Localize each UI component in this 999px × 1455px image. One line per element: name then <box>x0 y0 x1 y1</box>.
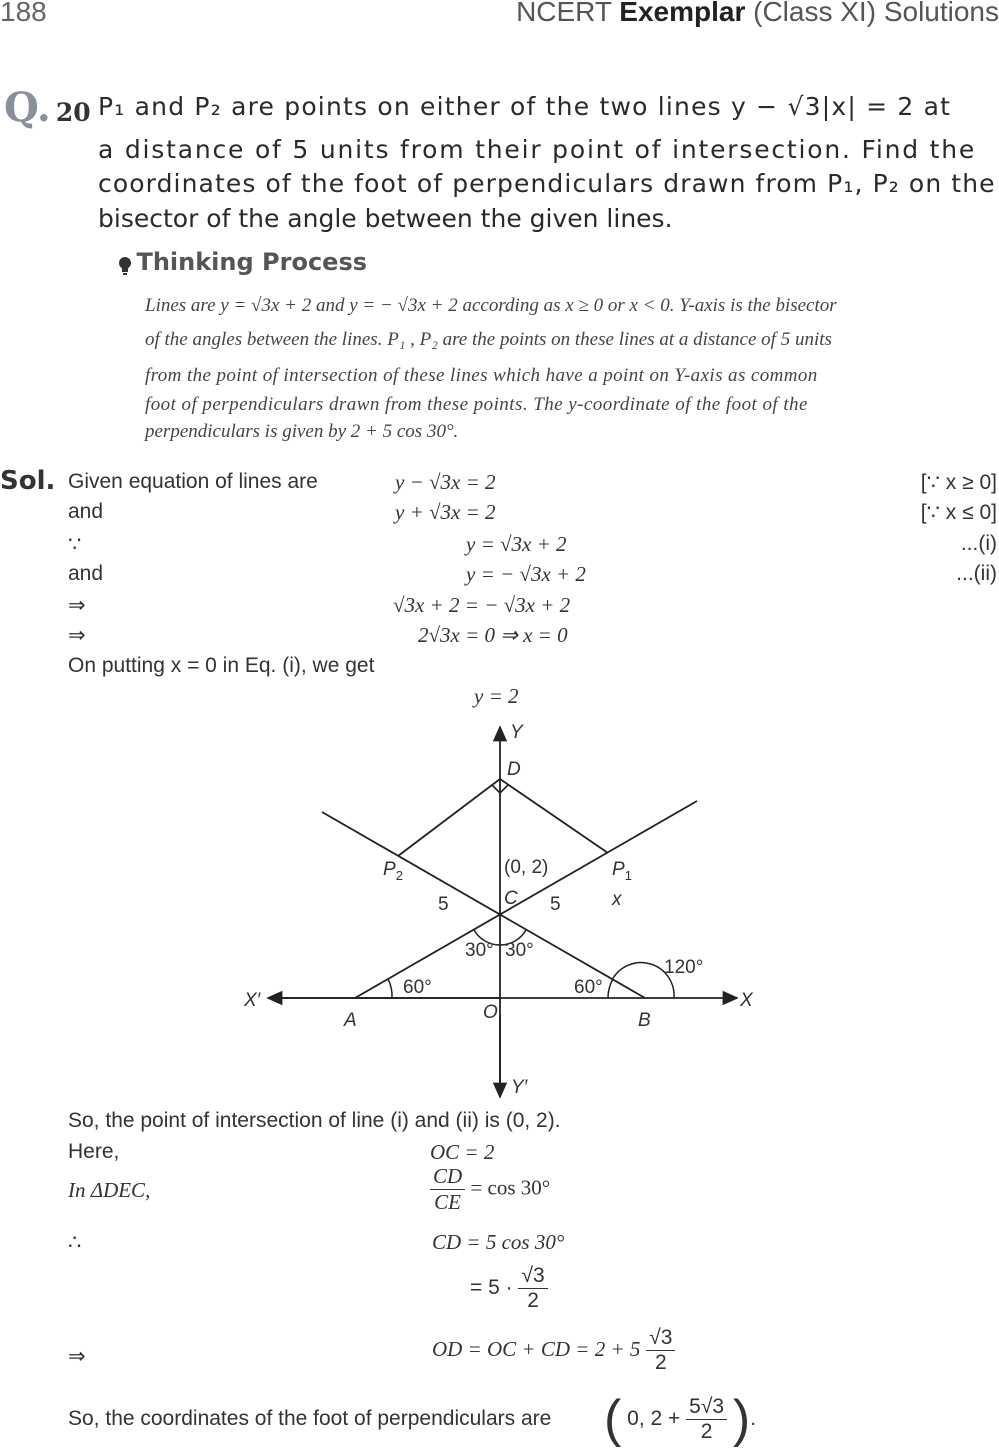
book-title <box>516 0 999 28</box>
geometry-figure <box>0 715 999 1115</box>
sol-row-6-mid: 2√3x = 0 ⇒ x = 0 <box>418 623 568 647</box>
in-label: In ΔDEC, <box>68 1178 151 1202</box>
sol-row-5-left: ⇒ <box>68 594 86 617</box>
fig-x-label: X <box>740 990 753 1011</box>
two-den: 2 <box>527 1289 539 1312</box>
here-label: Here, <box>68 1140 120 1163</box>
cd-value-expression <box>470 1264 548 1313</box>
fig-angle-30-right: 30° <box>505 940 534 961</box>
fig-angle-120: 120° <box>664 957 704 978</box>
therefore-symbol: ∴ <box>68 1231 82 1254</box>
question-line-1: P₁ and P₂ are points on either of the two lines y − √3|x| = 2 at <box>98 92 952 121</box>
fig-x-italic: x <box>612 889 622 910</box>
fig-o-label: O <box>483 1002 498 1023</box>
od-two: 2 <box>654 1351 667 1374</box>
left-paren: ( <box>604 1390 622 1448</box>
book-bold: Exemplar <box>619 0 746 27</box>
cos-eq: = cos 30° <box>470 1175 551 1200</box>
fig-y-label: Y <box>510 722 523 743</box>
eq5-label: = 5 · <box>470 1276 513 1300</box>
q-number: 20 <box>55 98 91 127</box>
thinking-line-3: from the point of intersection of these lines which have a point on Y-axis as common <box>145 365 818 386</box>
sol-row-4-left: and <box>68 562 104 585</box>
od-sqrt3: √3 <box>646 1326 675 1351</box>
question-label <box>4 84 91 131</box>
fig-a-label: A <box>344 1010 357 1031</box>
thinking-line-4: foot of perpendiculars drawn from these points. The y-coordinate of the foot of the <box>145 394 808 415</box>
arc-angle-b-60 <box>608 979 613 998</box>
final-line: So, the coordinates of the foot of perpendiculars are <box>68 1407 552 1430</box>
final-den: 2 <box>700 1419 713 1443</box>
q-letter: Q. <box>4 84 51 131</box>
fig-d-label: D <box>507 759 521 780</box>
fig-p2-label: $P_2$ <box>383 859 403 883</box>
sol-row-1-mid: y − √3x = 2 <box>395 470 496 494</box>
sol-row-4-right: ...(ii) <box>956 562 997 585</box>
y-equals-2: y = 2 <box>474 684 519 708</box>
book-prefix: NCERT <box>516 0 620 27</box>
sol-row-1-right: [∵ x ≥ 0] <box>920 471 997 494</box>
fig-b-label: B <box>638 1010 651 1031</box>
fig-angle-60-left: 60° <box>403 977 432 998</box>
final-dot: . <box>750 1407 757 1430</box>
sqrt3-num: √3 <box>518 1264 547 1289</box>
sol-row-3-left: ∵ <box>68 533 82 556</box>
line-i <box>355 801 697 998</box>
fig-angle-30-left: 30° <box>465 940 494 961</box>
ce-den: CE <box>434 1190 462 1214</box>
sol-row-2-mid: y + √3x = 2 <box>395 500 496 524</box>
sol-row-5-mid: √3x + 2 = − √3x + 2 <box>393 593 571 617</box>
implies-symbol: ⇒ <box>68 1345 86 1368</box>
question-line-3: coordinates of the foot of perpendiculars drawn from P₁, P₂ on the <box>98 169 996 198</box>
thinking-line-1: Lines are y = √3x + 2 and y = − √3x + 2 according as x ≥ 0 or x < 0. Y-axis is the bisector <box>145 295 837 316</box>
sol-row-1-left: Given equation of lines are <box>68 470 318 493</box>
perp-p1-d <box>500 779 608 853</box>
oc-eq: OC = 2 <box>430 1140 495 1164</box>
intersection-line: So, the point of intersection of line (i) and (ii) is (0, 2). <box>68 1109 561 1132</box>
thinking-title-row <box>118 248 367 277</box>
sol-row-2-left: and <box>68 500 104 523</box>
fig-x-prime-label: X′ <box>244 990 261 1011</box>
fig-point-label: (0, 2) <box>504 857 549 878</box>
fig-len-left: 5 <box>438 894 449 915</box>
final-num: 5√3 <box>686 1395 727 1420</box>
ratio-fraction <box>430 1164 465 1215</box>
question-line-2: a distance of 5 units from their point of intersection. Find the <box>98 135 977 164</box>
arc-angle-a <box>388 979 392 998</box>
sqrt3-over-2 <box>518 1264 547 1313</box>
final-fraction <box>686 1395 727 1444</box>
book-suffix: (Class XI) Solutions <box>745 0 999 27</box>
ratio-expression <box>430 1164 550 1215</box>
od-fraction <box>646 1326 675 1375</box>
sol-row-3-right: ...(i) <box>960 532 997 555</box>
line-ii <box>322 812 645 998</box>
right-paren: ) <box>732 1390 751 1448</box>
fig-len-right: 5 <box>550 894 561 915</box>
fig-c-label: C <box>504 888 518 909</box>
cd-eq: CD = 5 cos 30° <box>432 1230 565 1254</box>
bulb-icon <box>118 255 132 277</box>
thinking-line-2: of the angles between the lines. P₁ , P₂ are the points on these lines at a distance of 5 units <box>145 329 832 350</box>
sol-row-6-left: ⇒ <box>68 624 86 647</box>
final-point-a: 0, 2 + <box>627 1407 681 1430</box>
fig-y-prime-label: Y′ <box>511 1077 528 1098</box>
final-point <box>604 1390 757 1448</box>
fig-p1-label: $P_1$ <box>612 859 632 883</box>
thinking-line-5: perpendiculars is given by 2 + 5 cos 30°. <box>145 421 459 442</box>
question-line-4: bisector of the angle between the given lines. <box>98 204 673 233</box>
thinking-title: Thinking Process <box>136 248 368 276</box>
sol-row-2-right: [∵ x ≤ 0] <box>920 501 997 524</box>
sol-row-4-mid: y = − √3x + 2 <box>466 562 586 586</box>
cd-num: CD <box>430 1164 465 1190</box>
od-expression <box>432 1326 675 1375</box>
page-number: 188 <box>0 0 47 27</box>
put-line: On putting x = 0 in Eq. (i), we get <box>68 654 375 677</box>
sol-row-3-mid: y = √3x + 2 <box>466 532 567 556</box>
fig-angle-60-right: 60° <box>574 977 603 998</box>
sol-label: Sol. <box>0 466 56 496</box>
perp-p2-d <box>398 779 500 856</box>
od-eq: OD = OC + CD = 2 + 5 <box>432 1337 641 1362</box>
